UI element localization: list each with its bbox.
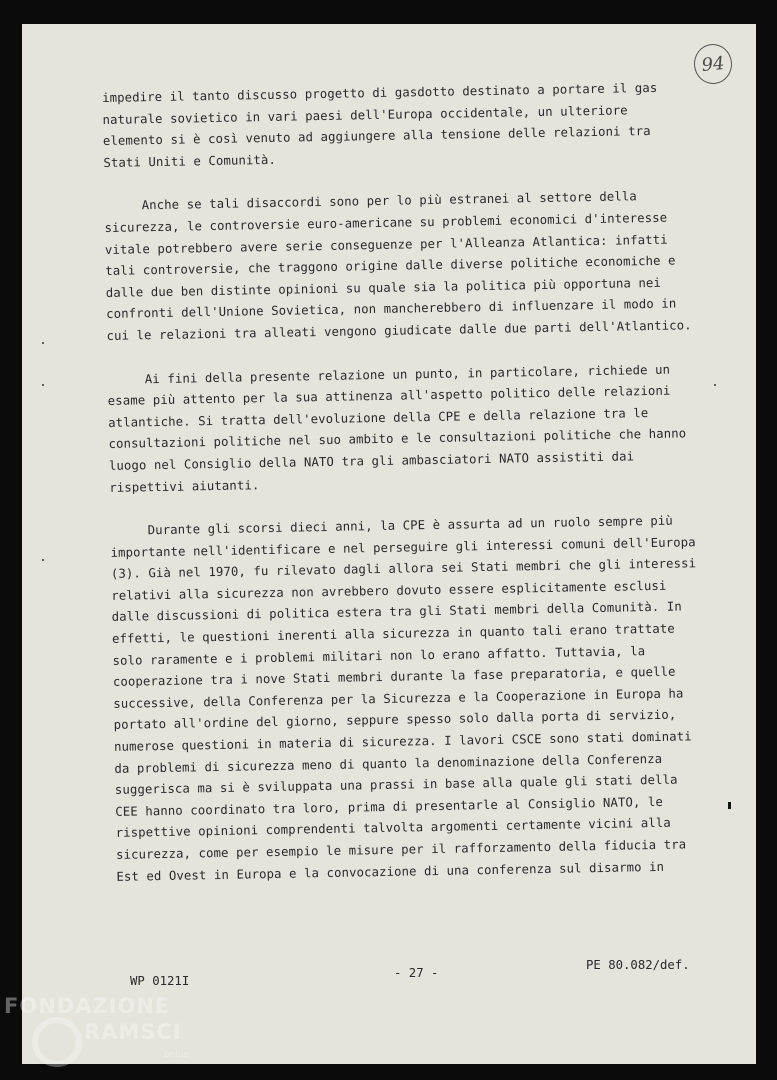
text-line: atlantiche. Si tratta dell'evoluzione della CPE e della relazione tra le xyxy=(108,405,649,430)
text-line: importante nell'identificare e nel perseguire gli interessi comuni dell'Europa xyxy=(110,534,696,560)
text-line: cooperazione tra i nove Stati membri durante la fase preparatoria, e quelle xyxy=(112,664,676,690)
fondazione-gramsci-watermark xyxy=(4,994,204,1074)
paragraph xyxy=(102,77,683,174)
text-line: esame più attento per la sua attinenza all'aspetto politico delle relazioni xyxy=(107,383,671,409)
text-line: sicurezza, le controversie euro-americane su problemi economici d'interesse xyxy=(104,210,668,235)
text-line: solo raramente e i problemi militari non lo erano affatto. Tuttavia, la xyxy=(112,643,646,668)
text-line: Est ed Ovest in Europa e la convocazione di una conferenza sul disarmo in xyxy=(116,859,665,884)
text-line: successive, della Conferenza per la Sicurezza e la Cooperazione in Europa ha xyxy=(113,686,684,711)
text-line: da problemi di sicurezza meno di quanto la denominazione della Conferenza xyxy=(114,751,663,776)
watermark-line-2: RAMSCI xyxy=(84,1020,182,1044)
text-line: rispettive opinioni comprendenti talvolta argomenti certamente vicini alla xyxy=(115,816,671,841)
margin-mark xyxy=(728,802,731,809)
footer-document-code: WP 0121I xyxy=(130,974,190,988)
watermark-line-1: FONDAZIONE xyxy=(4,994,171,1018)
text-line: Durante gli scorsi dieci anni, la CPE è assurta ad un ruolo sempre più xyxy=(109,513,673,539)
text-line: confronti dell'Unione Sovietica, non mancherebbero di influenzare il modo in xyxy=(106,296,677,322)
text-line: luogo nel Consiglio della NATO tra gli ambasciatori NATO assistiti dai xyxy=(108,449,635,473)
text-line: vitale potrebbero avere serie conseguenze per l'Alleanza Atlantica: infatti xyxy=(104,232,668,257)
text-line: elemento si è così venuto ad aggiungere alla tensione delle relazioni tra xyxy=(102,124,651,149)
text-line: impedire il tanto discusso progetto di gasdotto destinato a portare il gas xyxy=(102,80,658,105)
text-line: portato all'ordine del giorno, seppure spesso solo dalla porta di servizio, xyxy=(113,708,677,733)
text-line: consultazioni politiche nel suo ambito e le consultazioni politiche che hanno xyxy=(108,426,687,452)
text-line: suggerisca ma si è sviluppata una prassi in base alla quale gli stati della xyxy=(114,772,678,798)
text-line: sicurezza, come per esempio le misure per il rafforzamento della fiducia tra xyxy=(115,837,687,862)
text-line: relativi alla sicurezza non avrebbero dovuto essere esplicitamente esclusi xyxy=(111,578,667,603)
text-line: tali controversie, che traggono origine dalle diverse politiche economiche e xyxy=(105,253,676,279)
document-page xyxy=(22,24,756,1064)
archive-page-stamp xyxy=(692,42,734,86)
text-line: rispettivi aiutanti. xyxy=(109,477,260,495)
text-line: cui le relazioni tra alleati vengono giudicate dalle due parti dell'Atlantico. xyxy=(106,318,692,343)
text-line: effetti, le questioni inerenti alla sicurezza in quanto tali erano trattate xyxy=(111,621,675,646)
margin-speck xyxy=(42,559,44,561)
margin-speck xyxy=(42,384,44,386)
text-line: numerose questioni in materia di sicurezza. I lavori CSCE sono stati dominati xyxy=(113,729,692,754)
text-line: CEE hanno coordinato tra loro, prima di presentarle al Consiglio NATO, le xyxy=(115,794,664,819)
body-text xyxy=(102,77,697,910)
paragraph xyxy=(110,510,697,888)
text-line: naturale sovietico in vari paesi dell'Europa occidentale, un ulteriore xyxy=(102,102,628,127)
text-line: Anche se tali disaccordi sono per lo più estranei al settore della xyxy=(104,189,637,214)
margin-speck xyxy=(714,384,716,386)
footer-reference: PE 80.082/def. xyxy=(586,958,690,972)
paragraph xyxy=(104,186,692,348)
margin-speck xyxy=(42,342,44,344)
watermark-sub: onlus xyxy=(164,1050,189,1060)
paragraph xyxy=(107,359,689,499)
text-line: Stati Uniti e Comunità. xyxy=(103,152,277,170)
footer-page-number: - 27 - xyxy=(394,966,439,980)
stamp-number: 94 xyxy=(700,52,726,76)
text-line: (3). Già nel 1970, fu rilevato dagli allora sei Stati membri che gli interessi xyxy=(110,556,697,582)
text-line: Ai fini della presente relazione un punto, in particolare, richiede un xyxy=(107,362,671,387)
watermark-g-logo xyxy=(32,1017,82,1067)
text-line: dalle discussioni di politica estera tra gli Stati membri della Comunità. In xyxy=(111,599,683,625)
text-line: dalle due ben distinte opinioni su quale sia la politica più opportuna nei xyxy=(105,275,662,300)
